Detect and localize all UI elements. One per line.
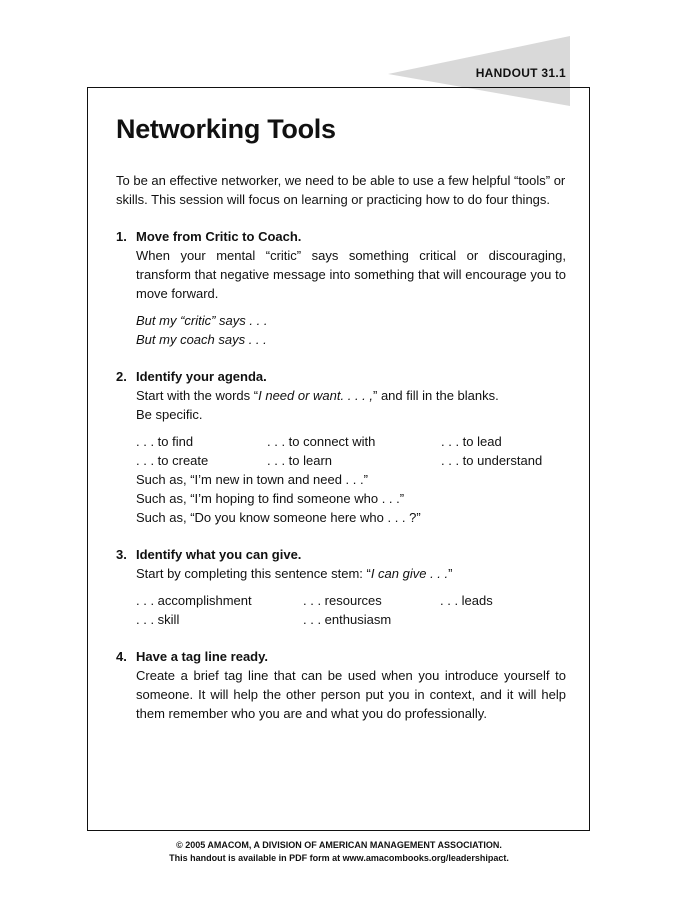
section-title: Move from Critic to Coach.	[136, 229, 302, 244]
grid-cell: . . . to create	[136, 453, 209, 468]
body-text: ” and fill in the blanks.	[373, 388, 499, 403]
grid-cell: . . . enthusiasm	[303, 612, 392, 627]
example-coach: But my coach says . . .	[136, 332, 267, 347]
body-italic-text: I can give . . .	[370, 566, 449, 581]
page-title: Networking Tools	[116, 114, 336, 144]
such-as-line: Such as, “Do you know someone here who . . . ?”	[136, 510, 421, 525]
grid-cell: . . . accomplishment	[136, 593, 252, 608]
section-1	[116, 227, 566, 349]
grid-cell: . . . to learn	[267, 453, 333, 468]
copyright-line: © 2005 AMACOM, A DIVISION OF AMERICAN MANAGEMENT ASSOCIATION.	[176, 840, 502, 850]
section-2	[116, 367, 566, 527]
grid-cell: . . . skill	[136, 612, 180, 627]
section-title: Identify your agenda.	[136, 369, 267, 384]
grid-cell: . . . to connect with	[267, 434, 376, 449]
grid-cell: . . . leads	[440, 593, 493, 608]
handout-content	[116, 112, 566, 723]
section-1-heading	[116, 227, 566, 246]
grid-cell: . . . resources	[303, 593, 382, 608]
section-2-body-line2: Be specific.	[136, 407, 203, 422]
body-italic-text: I need or want. . . . ,	[258, 388, 374, 403]
section-4	[116, 647, 566, 723]
section-2-body	[136, 386, 566, 405]
grid-cell: . . . to find	[136, 434, 194, 449]
body-text: ”	[448, 566, 453, 581]
section-1-body: When your mental “critic” says something critical or discouraging, transform that negative message into something that will encourage you to move forward.	[136, 248, 566, 301]
agenda-grid-row	[136, 451, 566, 470]
intro-paragraph: To be an effective networker, we need to be able to use a few helpful “tools” or skills. This session will focus on learning or practicing how to do four things.	[116, 173, 566, 207]
section-title: Identify what you can give.	[136, 547, 302, 562]
section-3-body	[136, 564, 566, 583]
section-number: 4.	[116, 649, 127, 664]
give-grid-row	[136, 610, 566, 629]
section-title: Have a tag line ready.	[136, 649, 268, 664]
section-3	[116, 545, 566, 629]
body-text: Start with the words “	[136, 388, 259, 403]
grid-cell: . . . to understand	[441, 453, 543, 468]
section-4-body: Create a brief tag line that can be used when you introduce yourself to someone. It will help the other person put you in context, and it will help them remember who you are and what you do professionally.	[136, 668, 566, 721]
agenda-grid-row	[136, 432, 566, 451]
section-2-heading	[116, 367, 566, 386]
grid-cell: . . . to lead	[441, 434, 502, 449]
section-number: 3.	[116, 547, 127, 562]
section-3-heading	[116, 545, 566, 564]
copyright-footer	[0, 839, 678, 865]
pdf-availability-line: This handout is available in PDF form at www.amacombooks.org/leadershipact.	[169, 853, 509, 863]
handout-label: HANDOUT 31.1	[475, 66, 566, 80]
example-critic: But my “critic” says . . .	[136, 313, 268, 328]
body-text: Start by completing this sentence stem: “	[136, 566, 371, 581]
section-4-heading	[116, 647, 566, 666]
such-as-line: Such as, “I’m new in town and need . . .”	[136, 472, 368, 487]
section-number: 1.	[116, 229, 127, 244]
such-as-line: Such as, “I’m hoping to find someone who . . .”	[136, 491, 405, 506]
section-number: 2.	[116, 369, 127, 384]
give-grid-row	[136, 591, 566, 610]
